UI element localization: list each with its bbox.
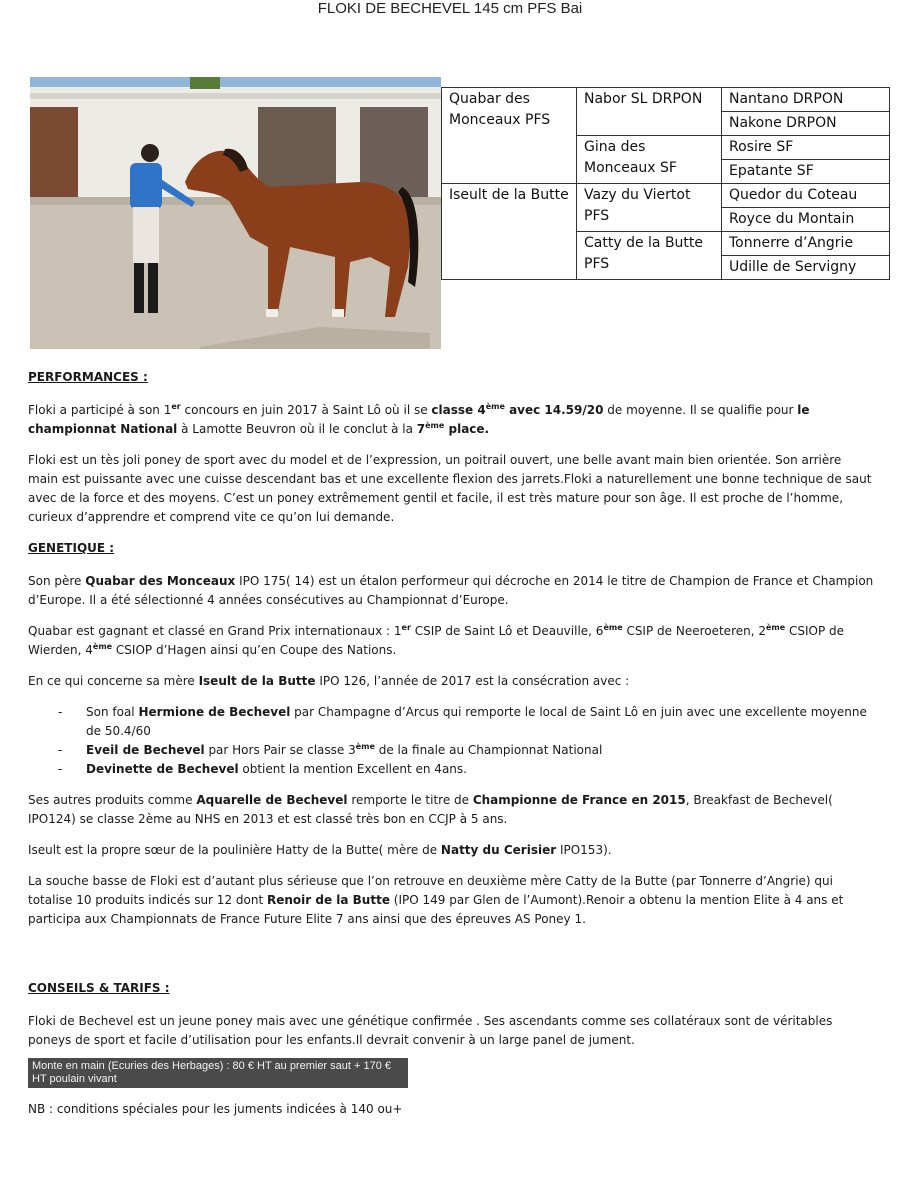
genetique-paragraph-1: Son père Quabar des Monceaux IPO 175( 14) est un étalon performeur qui décroche en 2014 le titre de Champion de France et Champion d’Europe. Il a été sélectionné 4 années consécutives au Championnat d’Europe. bbox=[28, 574, 874, 607]
performances-heading: PERFORMANCES : bbox=[28, 370, 148, 384]
horse-photo bbox=[30, 77, 441, 349]
pedigree-ggp-1: Nantano DRPON bbox=[722, 88, 890, 112]
list-item: - Son foal Hermione de Bechevel par Champagne d’Arcus qui remporte le local de Saint Lô en juin avec une excellente moyenne de 50.4/60 bbox=[58, 705, 867, 738]
conseils-note: NB : conditions spéciales pour les juments indicées à 140 ou+ bbox=[28, 1102, 403, 1116]
pedigree-dam-sire: Vazy du Viertot PFS bbox=[577, 184, 722, 232]
conseils-paragraph: Floki de Bechevel est un jeune poney mais avec une génétique confirmée . Ses ascendants comme ses collatéraux sont de véritables poneys de sport et facile d’utilisation pour les enfants.Il devrait convenir à un large panel de jument. bbox=[28, 1014, 833, 1047]
genetique-heading: GENETIQUE : bbox=[28, 541, 115, 555]
list-item: - Devinette de Bechevel obtient la mention Excellent en 4ans. bbox=[58, 762, 467, 776]
pedigree-ggp-8: Udille de Servigny bbox=[722, 256, 890, 280]
conseils-heading: CONSEILS & TARIFS : bbox=[28, 981, 170, 995]
performances-paragraph-1: Floki a participé à son 1er concours en juin 2017 à Saint Lô où il se classe 4ème avec 14.59/20 de moyenne. Il se qualifie pour le championnat National à Lamotte Beuvron où il le conclut à la 7ème place. bbox=[28, 402, 810, 436]
genetique-paragraph-5: Iseult est la propre sœur de la poulinière Hatty de la Butte( mère de Natty du Cerisier IPO153). bbox=[28, 843, 612, 857]
genetique-paragraph-2: Quabar est gagnant et classé en Grand Prix internationaux : 1er CSIP de Saint Lô et Deauville, 6ème CSIP de Neeroeteren, 2ème CSIOP de Wierden, 4ème CSIOP d’Hagen ainsi qu’en Coupe des Nations. bbox=[28, 623, 845, 657]
document-body bbox=[28, 368, 874, 1131]
pedigree-ggp-3: Rosire SF bbox=[722, 136, 890, 160]
pedigree-ggp-7: Tonnerre d’Angrie bbox=[722, 232, 890, 256]
pedigree-sire: Quabar des Monceaux PFS bbox=[442, 88, 577, 184]
page-title: FLOKI DE BECHEVEL 145 cm PFS Bai bbox=[317, 0, 583, 17]
performances-paragraph-2: Floki est un tès joli poney de sport avec du model et de l’expression, un poitrail ouvert, une belle avant main bien orientée. Son arrière main est puissante avec une cuisse descendant bas et une excellente flexion des jarrets.Floki a naturellement une bonne technique de saut avec de la force et des moyens. C’est un poney extrêmement gentil et facile, il est très mature pour son âge. Il est proche de l’homme, curieux d’apprendre et comprend vite ce qu’on lui demande. bbox=[28, 453, 872, 524]
genetique-paragraph-6: La souche basse de Floki est d’autant plus sérieuse que l’on retrouve en deuxième mère Catty de la Butte (par Tonnerre d’Angrie) qui totalise 10 produits indicés sur 12 dont Renoir de la Butte (IPO 149 par Glen de l’Aumont).Renoir a obtenu la mention Elite à 4 ans et participa aux Championnats de France Future Elite 7 ans ainsi que des épreuves AS Poney 1. bbox=[28, 874, 844, 926]
pedigree-dam: Iseult de la Butte bbox=[442, 184, 577, 280]
pedigree-ggp-6: Royce du Montain bbox=[722, 208, 890, 232]
pedigree-sire-dam: Gina des Monceaux SF bbox=[577, 136, 722, 184]
horse-photo-image bbox=[30, 77, 441, 349]
price-box: Monte en main (Ecuries des Herbages) : 80 € HT au premier saut + 170 € HT poulain vivant bbox=[28, 1058, 408, 1088]
pedigree-ggp-5: Quedor du Coteau bbox=[722, 184, 890, 208]
genetique-paragraph-4: Ses autres produits comme Aquarelle de Bechevel remporte le titre de Championne de France en 2015, Breakfast de Bechevel( IPO124) se classe 2ème au NHS en 2013 et est classé très bon en CCJP à 5 ans. bbox=[28, 793, 833, 826]
pedigree-ggp-4: Epatante SF bbox=[722, 160, 890, 184]
pedigree-ggp-2: Nakone DRPON bbox=[722, 112, 890, 136]
genetique-paragraph-3: En ce qui concerne sa mère Iseult de la Butte IPO 126, l’année de 2017 est la consécration avec : bbox=[28, 674, 630, 688]
pedigree-table bbox=[441, 87, 890, 280]
progeny-list bbox=[28, 703, 874, 779]
list-item: - Eveil de Bechevel par Hors Pair se classe 3ème de la finale au Championnat National bbox=[58, 742, 603, 757]
pedigree-sire-sire: Nabor SL DRPON bbox=[577, 88, 722, 136]
pedigree-dam-dam: Catty de la Butte PFS bbox=[577, 232, 722, 280]
